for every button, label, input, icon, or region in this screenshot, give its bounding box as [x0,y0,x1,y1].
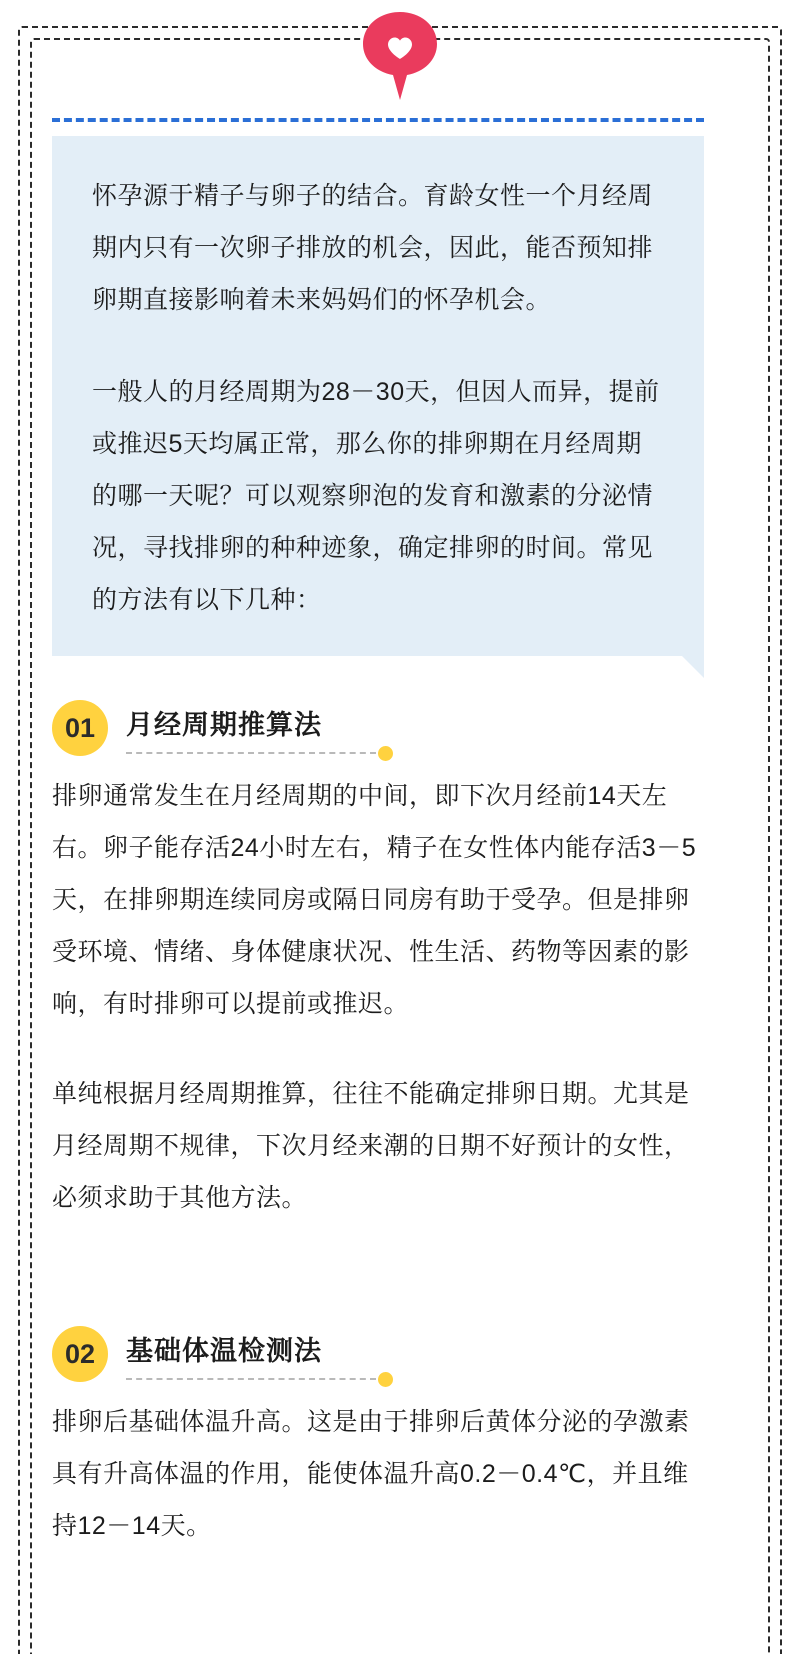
section-number-badge: 02 [52,1326,108,1382]
intro-paragraph: 一般人的月经周期为28－30天，但因人而异，提前或推迟5天均属正常，那么你的排卵期在月经周期的哪一天呢？可以观察卵泡的发育和激素的分泌情况，寻找排卵的种种迹象，确定排卵的时间。常见的方法有以下几种： [92,378,660,614]
heart-icon [361,10,439,102]
section-title-wrap [126,1329,322,1380]
intro-top-rule [52,118,704,122]
article-content [52,118,752,1552]
section-title-wrap [126,703,322,754]
section-title: 月经周期推算法 [126,709,322,740]
section-title: 基础体温检测法 [126,1335,322,1366]
section-title-dot [378,746,393,761]
intro-callout [52,136,704,656]
section-paragraph: 单纯根据月经周期推算，往往不能确定排卵日期。尤其是月经周期不规律，下次月经来潮的日期不好预计的女性，必须求助于其他方法。 [52,1080,690,1212]
section-heading-02 [52,1326,752,1382]
section-paragraph: 排卵后基础体温升高。这是由于排卵后黄体分泌的孕激素具有升高体温的作用，能使体温升高0.2－0.4℃，并且维持12－14天。 [52,1408,690,1540]
section-title-underline [126,752,376,754]
section-paragraph: 排卵通常发生在月经周期的中间，即下次月经前14天左右。卵子能存活24小时左右，精子在女性体内能存活3－5天，在排卵期连续同房或隔日同房有助于受孕。但是排卵受环境、情绪、身体健康状况、性生活、药物等因素的影响，有时排卵可以提前或推迟。 [52,782,697,1018]
section-number-badge: 01 [52,700,108,756]
section-title-dot [378,1372,393,1387]
intro-paragraph: 怀孕源于精子与卵子的结合。育龄女性一个月经周期内只有一次卵子排放的机会，因此，能否预知排卵期直接影响着未来妈妈们的怀孕机会。 [92,182,654,314]
section-spacer [52,1224,752,1282]
section-title-underline [126,1378,376,1380]
section-heading-01 [52,700,752,756]
